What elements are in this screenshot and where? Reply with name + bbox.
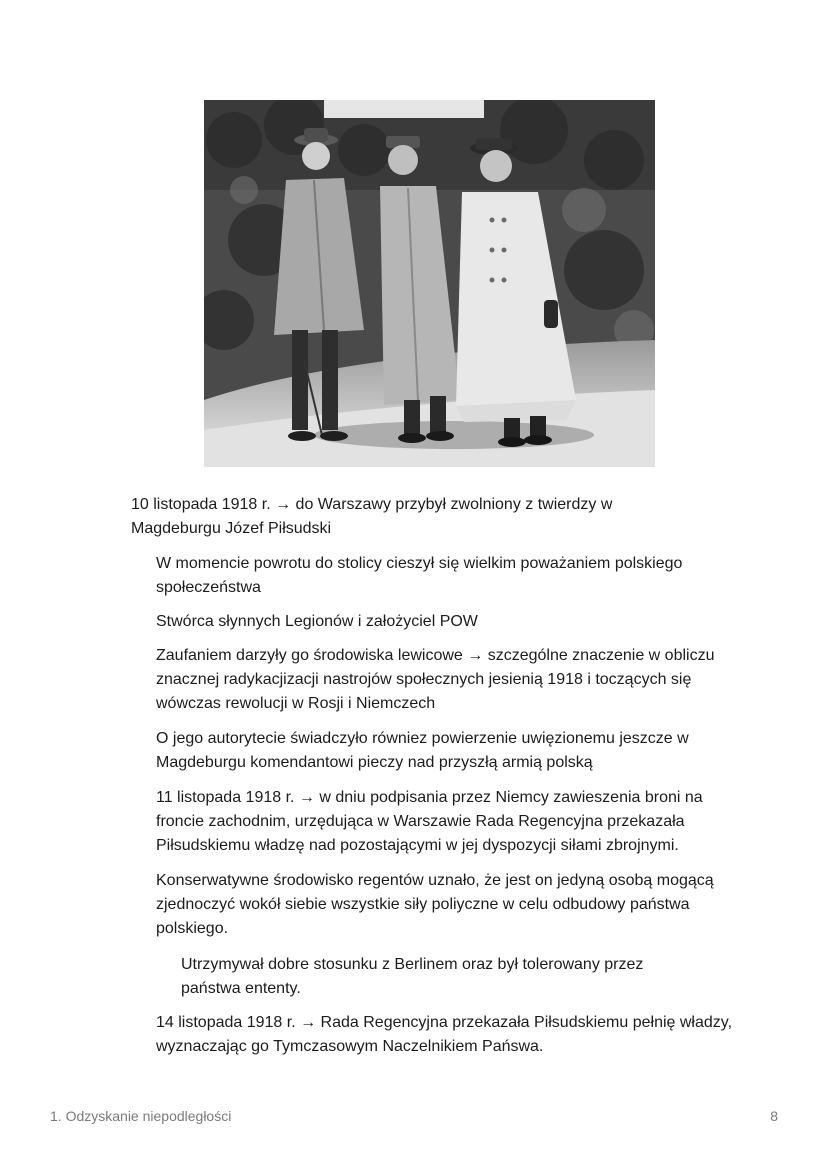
paragraph-9: 14 listopada 1918 r. → Rada Regencyjna przekazała Piłsudskiemu pełnię władzy, wyznaczając go Tymczasowym Naczelnikiem Pańswa. [156, 1014, 733, 1055]
paragraph-4: Zaufaniem darzyły go środowiska lewicowe → szczególne znaczenie w obliczu znacznej radykacjizacji nastrojów społecznych jesienią 1918 i toczących się wówczas rewolucji w Rosji i Niemczech [156, 647, 715, 712]
paragraph-1: 10 listopada 1918 r. → do Warszawy przybył zwolniony z twierdzy w Magdeburgu Józef Piłsudski [131, 496, 613, 537]
footer-section-title: 1. Odzyskanie niepodległości [50, 1108, 232, 1124]
paragraph-7: Konserwatywne środowisko regentów uznało, że jest on jedyną osobą mogącą zjednoczyć wokół siebie wszystkie siły poliyczne w celu odbudowy państwa polskiego. [156, 872, 714, 937]
paragraph-2: W momencie powrotu do stolicy cieszył się wielkim poważaniem polskiego społeczeństwa [156, 555, 683, 596]
paragraph-3: Stwórca słynnych Legionów i założyciel POW [156, 613, 478, 630]
photo-illustration [204, 100, 655, 467]
page-number: 8 [770, 1108, 778, 1124]
historical-photo [204, 100, 655, 467]
paragraph-8: Utrzymywał dobre stosunku z Berlinem oraz był tolerowany przez państwa ententy. [181, 956, 644, 997]
paragraph-6: 11 listopada 1918 r. → w dniu podpisania przez Niemcy zawieszenia broni na froncie zachodnim, urzędująca w Warszawie Rada Regencyjna przekazała Piłsudskiemu władzę nad pozostającymi w jej dyspozycji siłami zbrojnymi. [156, 789, 703, 854]
paragraph-5: O jego autorytecie świadczyło równiez powierzenie uwięzionemu jeszcze w Magdeburgu komendantowi pieczy nad przyszłą armią polską [156, 730, 689, 771]
